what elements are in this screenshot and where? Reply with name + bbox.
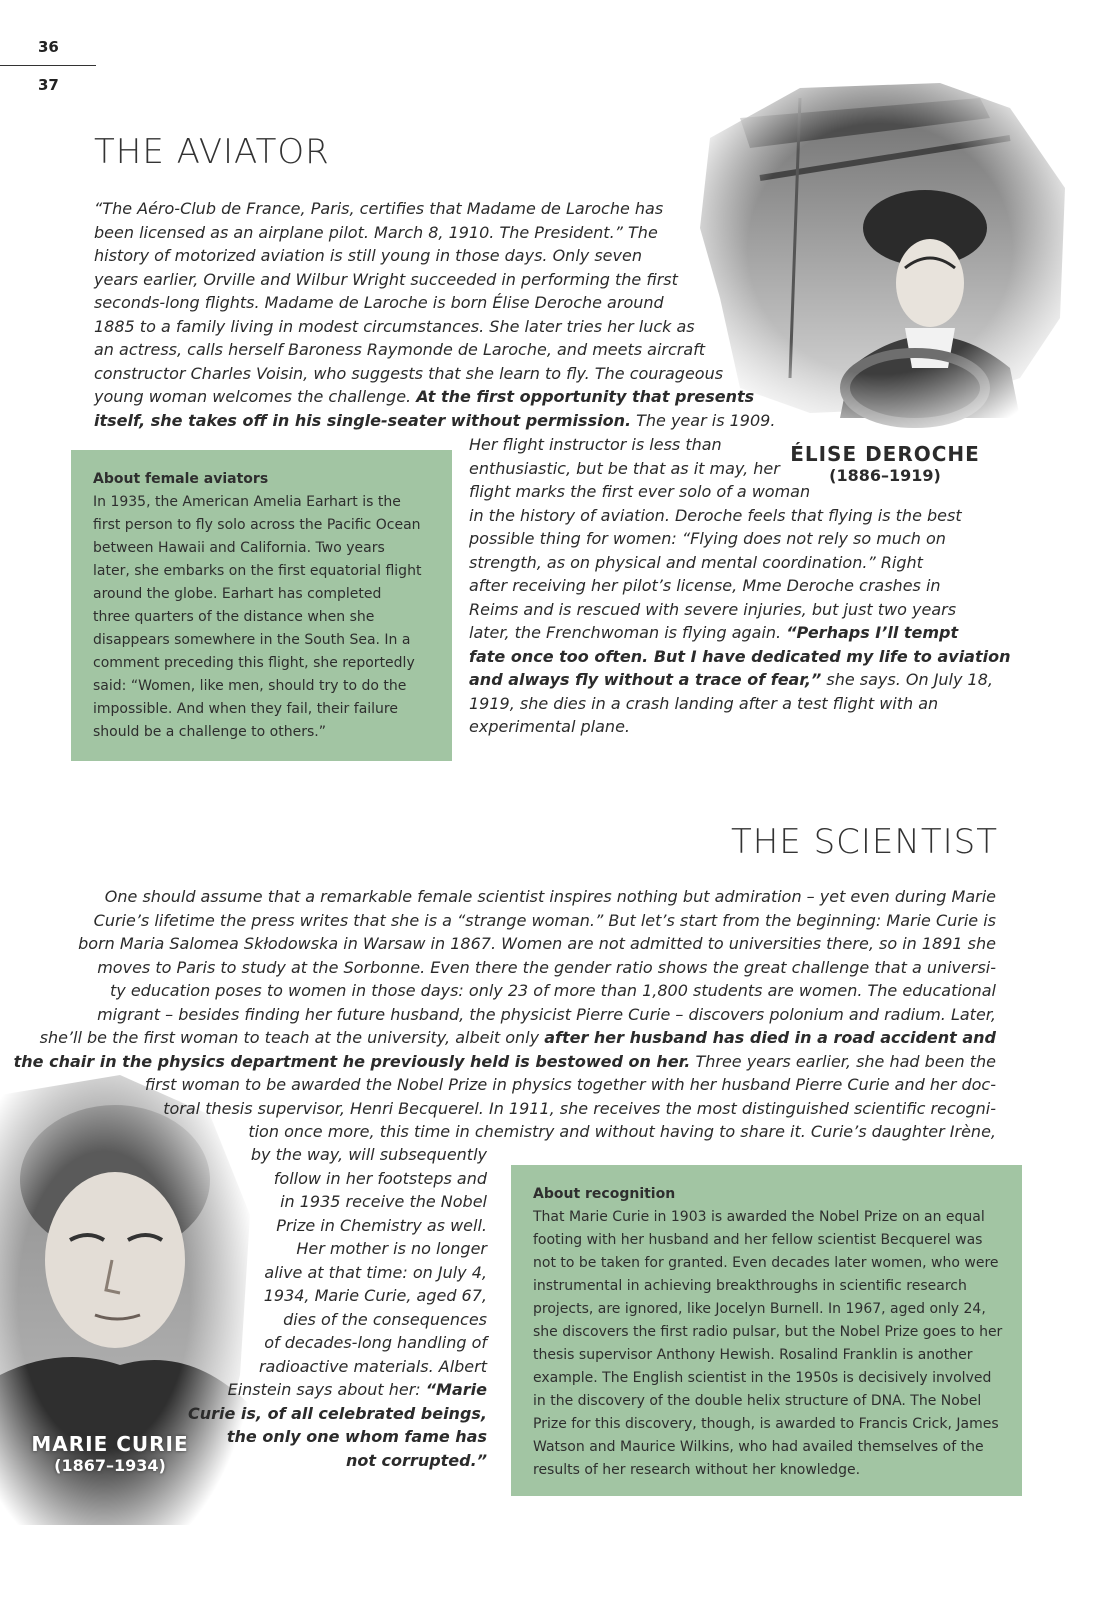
box-line: in the discovery of the double helix structure of DNA. The Nobel <box>533 1393 982 1409</box>
aviator-bold-quote: and always fly without a trace of fear,” <box>469 670 822 689</box>
aviator-bold-quote: “Perhaps I’ll tempt <box>786 623 959 642</box>
box-line: In 1935, the American Amelia Earhart is the <box>93 494 401 510</box>
female-aviators-box-title: About female aviators <box>93 471 269 487</box>
box-line: thesis supervisor Anthony Hewish. Rosalind Franklin is another <box>533 1347 973 1363</box>
aviator-line: 1919, she dies in a crash landing after a test flight with an <box>469 693 939 713</box>
aviator-line: 1885 to a family living in modest circumstances. She later tries her luck as <box>94 316 695 336</box>
scientist-line: Her mother is no longer <box>296 1239 487 1258</box>
elise-deroche-years: (1886–1919) <box>829 466 941 485</box>
box-line: first person to fly solo across the Pacific Ocean <box>93 517 421 533</box>
aviator-line: Reims and is rescued with severe injuries, but just two years <box>469 599 957 619</box>
recognition-box-title: About recognition <box>533 1186 676 1202</box>
aviator-line <box>469 621 1010 645</box>
box-line: comment preceding this flight, she reportedly <box>93 655 415 671</box>
box-line: That Marie Curie in 1903 is awarded the Nobel Prize on an equal <box>533 1209 985 1225</box>
scientist-line <box>188 1449 487 1473</box>
box-line: results of her research without her knowledge. <box>533 1462 861 1478</box>
box-line: disappears somewhere in the South Sea. In a <box>93 632 411 648</box>
scientist-bold-quote: the only one whom fame has <box>226 1427 487 1446</box>
aviator-line <box>469 668 1010 692</box>
aviator-line <box>94 385 775 409</box>
box-line: later, she embarks on the first equatorial flight <box>93 563 422 579</box>
scientist-line: born Maria Salomea Skłodowska in Warsaw in 1867. Women are not admitted to universities there, so in 1891 she <box>78 934 996 953</box>
scientist-line <box>14 1026 996 1050</box>
scientist-bold-quote: the chair in the physics department he previously held is bestowed on her. <box>13 1051 691 1071</box>
box-line: projects, are ignored, like Jocelyn Burnell. In 1967, aged only 24, <box>533 1301 986 1317</box>
aviator-line: history of motorized aviation is still young in those days. Only seven <box>94 246 642 265</box>
elise-deroche-name: ÉLISE DEROCHE <box>790 442 980 466</box>
aviator-bold-quote: itself, she takes off in his single-seater without permission. <box>94 410 632 430</box>
scientist-line: alive at that time: on July 4, <box>264 1262 487 1282</box>
aviator-line: flight marks the first ever solo of a woman <box>469 482 811 501</box>
box-line: around the globe. Earhart has completed <box>93 586 382 602</box>
box-line: should be a challenge to others.” <box>93 724 326 740</box>
aviator-title: THE AVIATOR <box>94 132 330 172</box>
page-number-divider <box>0 65 96 66</box>
aviator-line: experimental plane. <box>469 717 630 736</box>
scientist-line: Prize in Chemistry as well. <box>276 1215 487 1235</box>
aviator-line <box>94 409 775 433</box>
box-line: she discovers the first radio pulsar, but the Nobel Prize goes to her <box>533 1324 1003 1340</box>
scientist-bold-quote: after her husband has died in a road accident and <box>544 1028 996 1047</box>
scientist-line <box>188 1425 487 1449</box>
scientist-line: of decades-long handling of <box>264 1333 487 1352</box>
scientist-intro-text <box>14 885 996 1144</box>
aviator-line: in the history of aviation. Deroche feels that flying is the best <box>469 505 962 525</box>
box-line: not to be taken for granted. Even decades later women, who were <box>533 1255 999 1271</box>
scientist-line: 1934, Marie Curie, aged 67, <box>263 1286 487 1305</box>
page-number-right: 37 <box>38 76 59 94</box>
aviator-line: Her flight instructor is less than <box>469 435 722 454</box>
scientist-line <box>188 1402 487 1426</box>
scientist-line: moves to Paris to study at the Sorbonne. Even there the gender ratio shows the great challenge that a universi- <box>97 957 996 977</box>
scientist-line <box>188 1378 487 1402</box>
scientist-line: ty education poses to women in those days: only 23 of more than 1,800 students are women. The educational <box>109 981 996 1000</box>
box-line: footing with her husband and her fellow scientist Becquerel was <box>533 1232 983 1248</box>
aviator-line: seconds-long flights. Madame de Laroche is born Élise Deroche around <box>94 293 664 312</box>
box-line: impossible. And when they fail, their failure <box>93 701 398 717</box>
scientist-line: follow in her footsteps and <box>273 1168 487 1188</box>
aviator-line-part: later, the Frenchwoman is flying again. <box>469 623 787 642</box>
aviator-line-part: she says. On July 18, <box>821 670 993 689</box>
scientist-bold-quote: “Marie <box>425 1380 487 1399</box>
scientist-line: toral thesis supervisor, Henri Becquerel. In 1911, she receives the most distinguished scientific recogni- <box>163 1098 996 1118</box>
aviator-line-part: young woman welcomes the challenge. <box>94 387 417 406</box>
recognition-box <box>511 1165 1022 1496</box>
female-aviators-box <box>71 450 452 761</box>
box-line: Watson and Maurice Wilkins, who had availed themselves of the <box>533 1439 984 1455</box>
aviator-bold-quote: fate once too often. But I have dedicated my life to aviation <box>469 646 1011 666</box>
page-number-left: 36 <box>38 38 59 56</box>
box-line: said: “Women, like men, should try to do the <box>93 678 407 694</box>
scientist-bold-quote: not corrupted.” <box>345 1450 487 1470</box>
scientist-line: dies of the consequences <box>283 1309 487 1329</box>
aviator-line: been licensed as an airplane pilot. March 8, 1910. The President.” The <box>94 222 658 242</box>
marie-curie-years: (1867–1934) <box>54 1456 166 1475</box>
box-line: Prize for this discovery, though, is awarded to Francis Crick, James <box>533 1416 999 1432</box>
scientist-line: One should assume that a remarkable female scientist inspires nothing but admiration – yet even during Marie <box>104 887 996 906</box>
aviator-line: an actress, calls herself Baroness Raymonde de Laroche, and meets aircraft <box>94 340 706 359</box>
aviator-line: possible thing for women: “Flying does not rely so much on <box>469 529 946 548</box>
box-line: instrumental in achieving breakthroughs in scientific research <box>533 1278 967 1294</box>
scientist-line: Curie’s lifetime the press writes that she is a “strange woman.” But let’s start from the beginning: Marie Curie is <box>93 910 996 930</box>
aviator-continued-text <box>469 433 1010 739</box>
scientist-line: tion once more, this time in chemistry and without having to share it. Curie’s daughter Irène, <box>248 1122 996 1141</box>
scientist-line: radioactive materials. Albert <box>258 1356 487 1376</box>
box-line: three quarters of the distance when she <box>93 609 375 625</box>
scientist-line-part: she’ll be the first woman to teach at the university, albeit only <box>39 1028 545 1047</box>
scientist-line-part: Three years earlier, she had been the <box>690 1051 996 1071</box>
scientist-line: migrant – besides finding her future husband, the physicist Pierre Curie – discovers polonium and radium. Later, <box>97 1004 996 1024</box>
box-line: between Hawaii and California. Two years <box>93 540 385 556</box>
scientist-title: THE SCIENTIST <box>730 822 998 862</box>
aviator-intro-text <box>94 197 775 432</box>
aviator-line: “The Aéro-Club de France, Paris, certifies that Madame de Laroche has <box>94 199 664 218</box>
aviator-line-part: The year is 1909. <box>631 410 776 430</box>
aviator-line: constructor Charles Voisin, who suggests that she learn to fly. The courageous <box>94 363 724 383</box>
scientist-bold-quote: Curie is, of all celebrated beings, <box>187 1403 487 1423</box>
box-line: example. The English scientist in the 1950s is decisively involved <box>533 1370 992 1386</box>
aviator-line <box>469 645 1010 669</box>
aviator-line: strength, as on physical and mental coordination.” Right <box>469 552 923 572</box>
marie-curie-caption <box>20 1432 200 1475</box>
aviator-line: years earlier, Orville and Wilbur Wright succeeded in performing the first <box>94 269 678 289</box>
scientist-column-text <box>188 1143 487 1472</box>
scientist-line: by the way, will subsequently <box>250 1145 487 1164</box>
aviator-line: after receiving her pilot’s license, Mme Deroche crashes in <box>469 576 941 595</box>
marie-curie-name: MARIE CURIE <box>31 1432 189 1456</box>
scientist-line: in 1935 receive the Nobel <box>280 1192 487 1211</box>
scientist-line <box>14 1050 996 1074</box>
aviator-bold-quote: At the first opportunity that presents <box>416 387 755 406</box>
aviator-line: enthusiastic, but be that as it may, her <box>469 458 780 478</box>
scientist-line-part: Einstein says about her: <box>227 1380 426 1399</box>
scientist-line: first woman to be awarded the Nobel Prize in physics together with her husband Pierre Curie and her doc- <box>144 1075 996 1094</box>
